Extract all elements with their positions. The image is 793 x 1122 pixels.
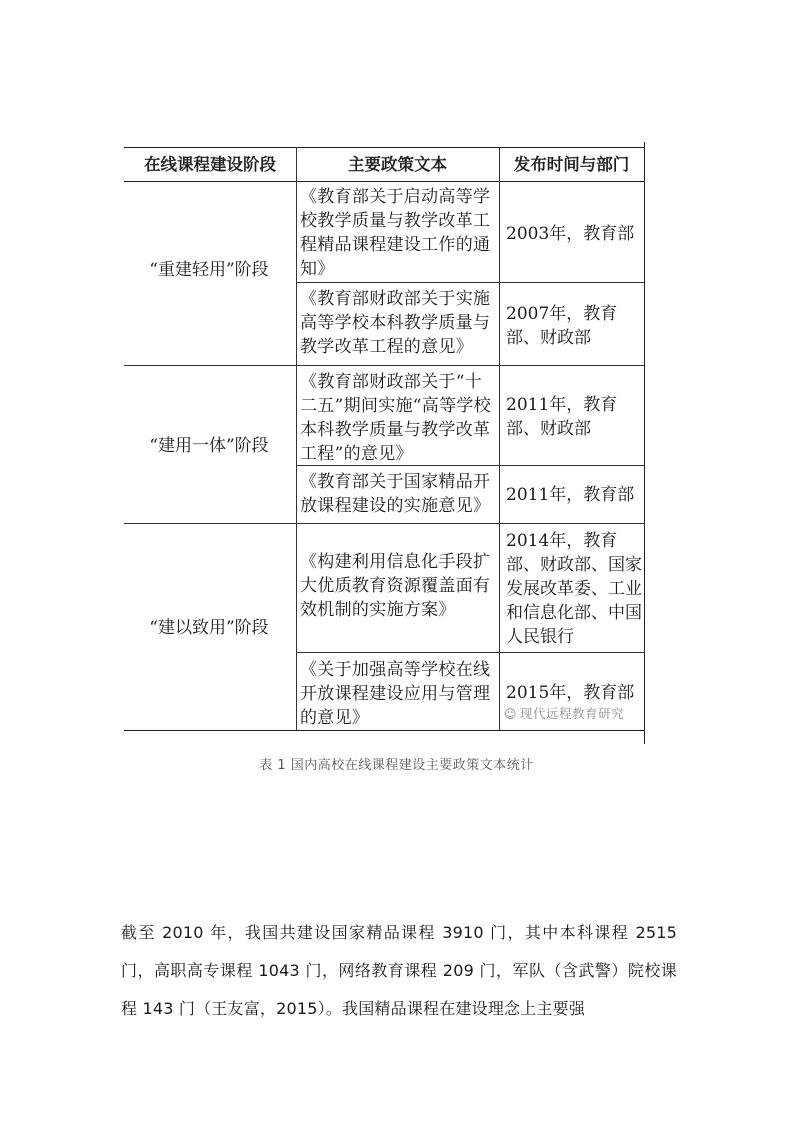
header-date-dept: 发布时间与部门: [513, 155, 630, 174]
policy-cell: 《构建利用信息化手段扩大优质教育资源覆盖面有效机制的实施方案》: [300, 552, 491, 620]
body-paragraph: 截至 2010 年，我国共建设国家精品课程 3910 门，其中本科课程 2515 门，高职高专课程 1043 门，网络教育课程 209 门，军队（含武警）院校课程 143 门（王友富，2015）。我国精品课程在建设理念上主要强: [121, 923, 677, 1018]
row-divider: [124, 523, 644, 524]
stage-cell: “建用一体”阶段: [149, 436, 269, 456]
watermark-text: 现代远程教育研究: [520, 706, 625, 721]
policy-cell: 《教育部财政部关于实施高等学校本科教学质量与教学改革工程的意见》: [300, 289, 491, 357]
watermark: [504, 704, 624, 722]
table-bottom-rule: [124, 730, 644, 731]
row-divider: [124, 365, 644, 366]
policy-cell: 《教育部关于国家精品开放课程建设的实施意见》: [300, 472, 491, 516]
policy-cell: 《教育部财政部关于“十二五”期间实施“高等学校本科教学质量与教学改革工程”的意见》: [300, 372, 491, 464]
stage-cell: “重建轻用”阶段: [149, 260, 269, 280]
date-dept-cell: 2003年，教育部: [506, 224, 635, 244]
row-divider: [296, 282, 644, 283]
table-top-rule: [124, 147, 644, 148]
table-header-rule: [124, 181, 644, 182]
header-stage: 在线课程建设阶段: [144, 155, 276, 174]
policy-cell: 《关于加强高等学校在线开放课程建设应用与管理的意见》: [300, 660, 491, 728]
row-divider: [296, 652, 644, 653]
wechat-icon: ☺: [504, 707, 518, 721]
table-caption: 表 1 国内高校在线课程建设主要政策文本统计: [259, 758, 534, 773]
column-divider: [499, 147, 500, 730]
date-dept-cell: 2011年，教育部、财政部: [506, 395, 618, 439]
policy-cell: 《教育部关于启动高等学校教学质量与教学改革工程精品课程建设工作的通知》: [300, 187, 491, 279]
stage-cell: “建以致用”阶段: [149, 618, 269, 638]
date-dept-cell: 2014年，教育部、财政部、国家发展改革委、工业和信息化部、中国人民银行: [506, 531, 642, 647]
policy-table: [124, 142, 648, 734]
date-dept-cell: 2011年，教育部: [506, 485, 635, 505]
date-dept-cell: 2007年，教育部、财政部: [506, 304, 618, 348]
date-dept-cell: 2015年，教育部: [506, 683, 635, 703]
header-policy: 主要政策文本: [348, 155, 447, 174]
